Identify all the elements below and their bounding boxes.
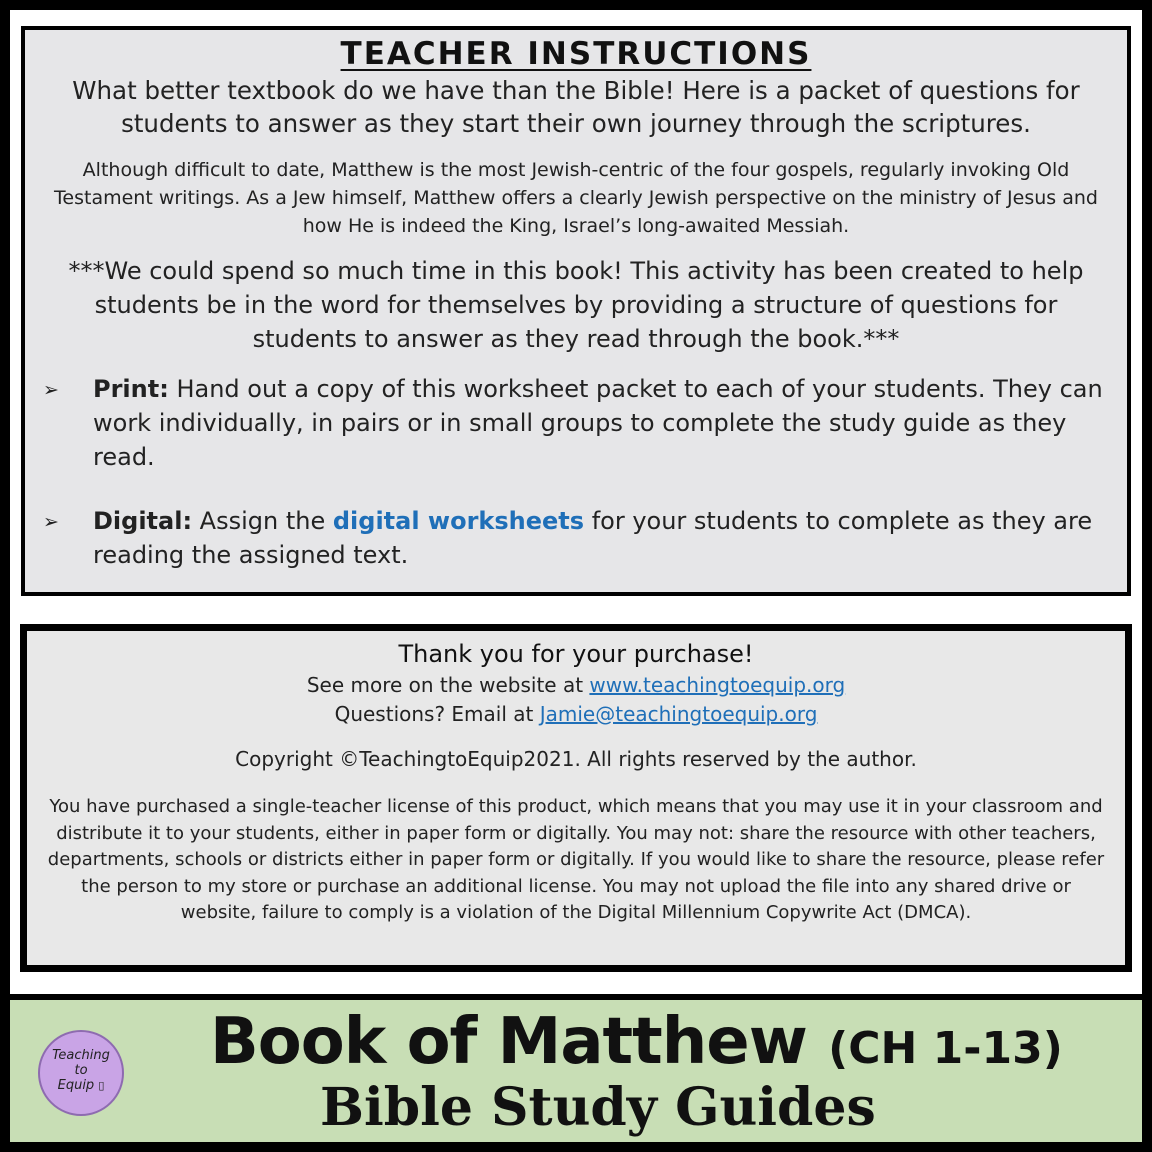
matthew-context: Although difficult to date, Matthew is the most Jewish-centric of the four gospels, regularly invoking Old Testament writings. As a Jew himself, Matthew offers a clearly Jewish perspective on the ministry of Jesus and how He is indeed the King, Israel’s long-awaited Messiah.	[54, 159, 1098, 237]
digital-pre: Assign the	[192, 507, 333, 535]
instruction-list	[39, 372, 1113, 572]
arrow-bullet-icon: ➢	[43, 511, 59, 533]
digital-instruction-text	[93, 504, 1113, 572]
book-subtitle: Bible Study Guides	[320, 1077, 876, 1138]
website-line	[45, 671, 1107, 700]
website-link[interactable]: www.teachingtoequip.org	[589, 673, 846, 697]
book-title-text: Book of Matthew	[210, 1005, 807, 1079]
logo-line-1: Teaching	[52, 1048, 110, 1063]
activity-note: ***We could spend so much time in this book! This activity has been created to help students be in the word for themselves by providing a structure of questions for students to answer as they read through the book.***	[68, 257, 1084, 353]
instructions-title: TEACHER INSTRUCTIONS	[340, 36, 812, 72]
thank-you-panel	[20, 624, 1132, 972]
license-text: You have purchased a single-teacher license of this product, which means that you may use it in your classroom and distribute it to your students, either in paper form or digitally. You may not: share the resource with other teachers, departments, schools or districts either in paper form or digitally. If you would like to share the resource, please refer the person to my store or purchase an additional license. You may not upload the file into any shared drive or website, failure to comply is a violation of the Digital Millennium Copywrite Act (DMCA).	[47, 796, 1105, 923]
teacher-instructions-panel	[21, 26, 1131, 596]
teaching-to-equip-logo	[38, 1030, 124, 1116]
logo-line-3-text: Equip	[57, 1078, 95, 1093]
website-prefix: See more on the website at	[306, 673, 590, 697]
book-title	[210, 1004, 1063, 1087]
logo-line-2: to	[74, 1063, 88, 1078]
email-link[interactable]: Jamie@teachingtoequip.org	[539, 702, 818, 726]
digital-instruction	[39, 504, 1113, 572]
arrow-bullet-icon: ➢	[43, 379, 59, 401]
digital-label: Digital:	[93, 507, 193, 535]
digital-post: for your students to complete as they are reading the assigned text.	[93, 507, 1093, 569]
book-icon: ▯	[98, 1079, 105, 1092]
thank-you-heading: Thank you for your purchase!	[398, 640, 754, 668]
print-instruction	[39, 372, 1113, 474]
instructions-intro: What better textbook do we have than the Bible! Here is a packet of questions for students to answer as they start their own journey through the scriptures.	[72, 76, 1080, 138]
email-line	[45, 700, 1107, 729]
copyright-text: Copyright ©TeachingtoEquip2021. All rights reserved by the author.	[235, 747, 917, 771]
digital-worksheets-link[interactable]: digital worksheets	[332, 507, 585, 535]
logo-line-3	[40, 1078, 122, 1093]
print-text: Hand out a copy of this worksheet packet to each of your students. They can work individually, in pairs or in small groups to complete the study guide as they read.	[93, 375, 1103, 471]
title-banner	[10, 994, 1142, 1142]
print-label: Print:	[93, 375, 169, 403]
chapter-range: (CH 1-13)	[828, 1023, 1063, 1074]
print-instruction-text	[93, 372, 1113, 474]
email-prefix: Questions? Email at	[334, 702, 540, 726]
page	[10, 10, 1142, 1142]
